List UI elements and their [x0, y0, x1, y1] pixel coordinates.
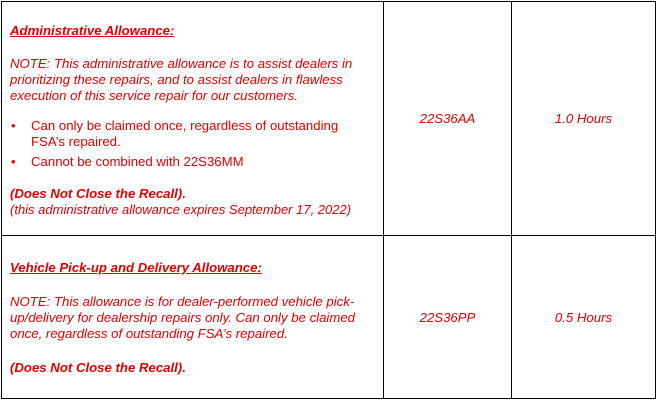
bullet-text: Cannot be combined with 22S36MM [31, 154, 244, 169]
recall-status-note: (Does Not Close the Recall). [10, 186, 186, 201]
table-row [2, 236, 656, 399]
list-item [10, 154, 375, 170]
expiration-note: (this administrative allowance expires September 17, 2022) [10, 202, 352, 217]
bullet-icon: • [11, 154, 16, 169]
description-cell [2, 2, 384, 236]
labor-op-code: 22S36AA [384, 2, 512, 236]
table-row [2, 2, 656, 236]
bullet-text: Can only be claimed once, regardless of outstanding FSA’s repaired. [31, 118, 339, 149]
allowance-title: Vehicle Pick-up and Delivery Allowance: [10, 260, 262, 275]
description-cell [2, 236, 384, 399]
labor-time: 1.0 Hours [512, 2, 656, 236]
bullet-list [10, 118, 375, 170]
allowance-note: NOTE: This allowance is for dealer-performed vehicle pick-up/delivery for dealership repairs only. Can only be claimed once, regardless of outstanding FSA’s repaired. [10, 294, 356, 341]
labor-time: 0.5 Hours [512, 236, 656, 399]
allowance-table [1, 1, 656, 399]
labor-op-code: 22S36PP [384, 236, 512, 399]
recall-status-note: (Does Not Close the Recall). [10, 360, 186, 375]
allowance-title: Administrative Allowance: [10, 23, 175, 38]
allowance-note: NOTE: This administrative allowance is to assist dealers in prioritizing these repairs, and to assist dealers in flawless execution of this service repair for our customers. [10, 56, 353, 103]
bullet-icon: • [11, 118, 16, 133]
list-item [10, 118, 375, 150]
